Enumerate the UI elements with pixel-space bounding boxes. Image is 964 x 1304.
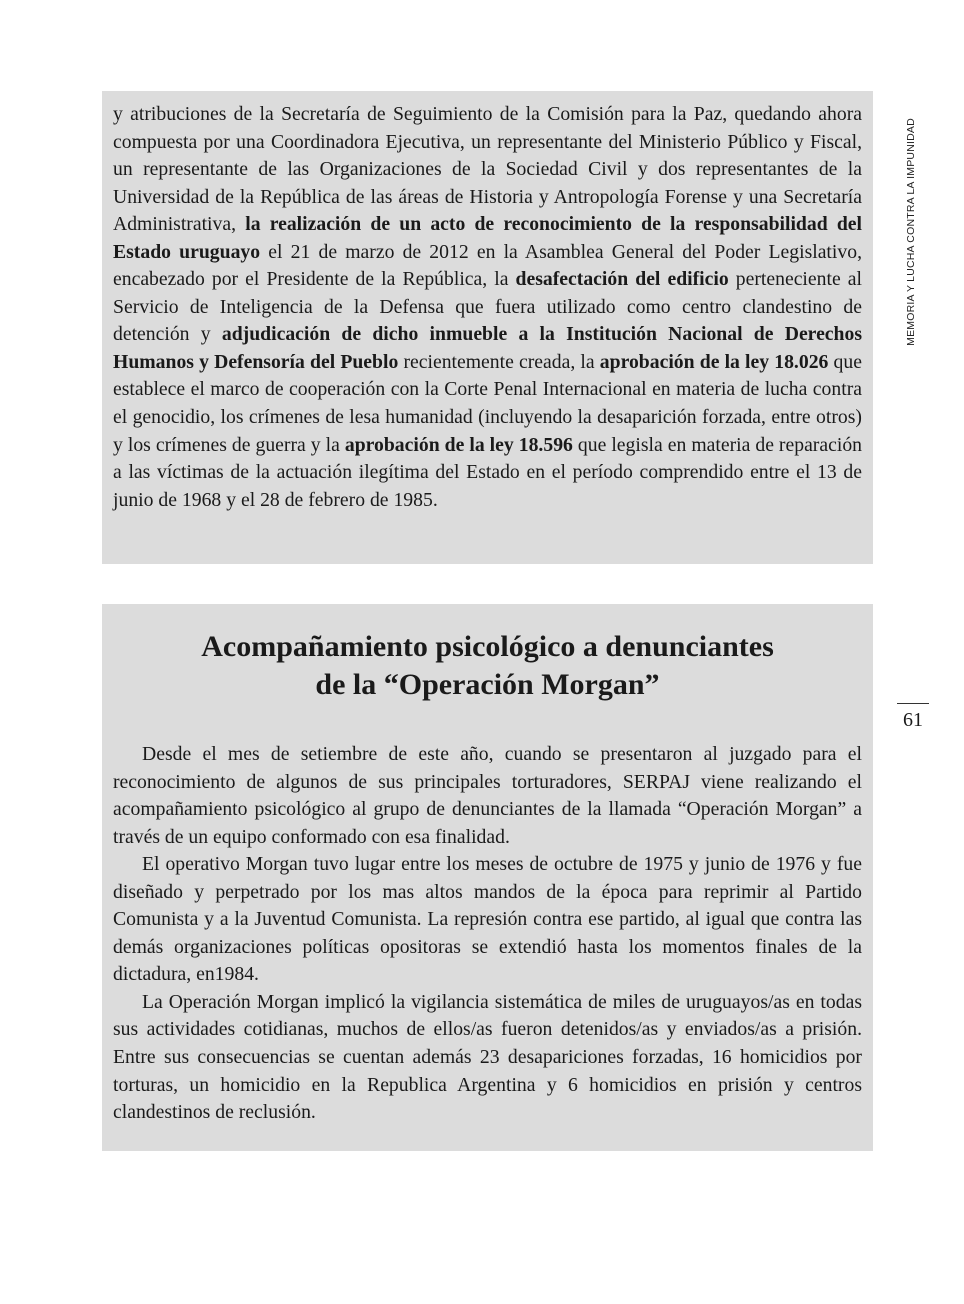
shaded-text-box-continued <box>102 91 873 564</box>
paragraph-1: Desde el mes de setiembre de este año, cuando se presentaron al juzgado para el reconocimiento de algunos de sus principales torturadores, SERPAJ viene realizando el acompañamiento psicológico al grupo de denunciantes de la llamada “Operación Morgan” a través de un equipo conformado con esa finalidad. <box>113 743 862 848</box>
paragraph-text: y atribuciones de la Secretaría de Seguimiento de la Comisión para la Paz, quedando ahora compuesta por una Coordinadora Ejecutiva, un representante del Ministerio Público y Fiscal, un representante de las Organizaciones de la Sociedad Civil y dos representantes de la Universidad de la República de las áreas de Historia y Antropología Forense y una Secretaría Administrativa, <box>113 103 862 236</box>
paragraph-2: El operativo Morgan tuvo lugar entre los meses de octubre de 1975 y junio de 1976 y fue diseñado y perpetrado por los mas altos mandos de la época para reprimir al Partido Comunista y a la Juventud Comunista. La represión contra ese partido, al igual que contra las demás organizaciones políticas opositoras se extendió hasta los momentos finales de la dictadura, en1984. <box>113 853 862 986</box>
paragraph-text: recientemente creada, la <box>398 350 600 373</box>
bold-phrase-law-18596: aprobación de la ley 18.596 <box>344 433 573 456</box>
paragraph-text: el 21 de marzo de 2012 en la Asamblea General del Poder Legislativo, encabezado por el Presidente de la República, la <box>113 240 862 291</box>
shaded-text-box-morgan <box>102 604 873 1151</box>
bold-phrase-property-adjudication: adjudicación de dicho inmueble a la Institución Nacional de Derechos Humanos y Defensoría del Pueblo <box>113 323 862 373</box>
paragraph-continued <box>113 101 862 514</box>
section-heading <box>113 628 862 704</box>
page-number-rule <box>897 703 929 704</box>
bold-phrase-building-disaffection: desafectación del edificio <box>515 268 729 291</box>
paragraph-text: que legisla en materia de reparación a las víctimas de la actuación ilegítima del Estado en el período comprendido entre el 13 de junio de 1968 y el 28 de febrero de 1985. <box>113 433 863 511</box>
bold-phrase-acknowledgement-act: la realización de un acto de reconocimiento de la responsabilidad del Estado uruguayo <box>113 213 863 263</box>
paragraph-3: La Operación Morgan implicó la vigilancia sistemática de miles de uruguayos/as en todas sus actividades cotidianas, muchos de ellos/as fueron detenidos/as y enviados/as a prisión. Entre sus consecuencias se cuentan además 23 desapariciones forzadas, 16 homicidios por torturas, un homicidio en la Republica Argentina y 6 homicidios en prisión y centros clandestinos de reclusión. <box>113 990 862 1124</box>
paragraph-text: perteneciente al Servicio de Inteligencia de la Defensa que fuera utilizado como centro clandestino de detención y <box>113 268 862 346</box>
section-heading-line-1: Acompañamiento psicológico a denunciantes <box>201 630 774 663</box>
running-header-text: MEMORIA Y LUCHA CONTRA LA IMPUNIDAD <box>905 118 917 346</box>
section-heading-line-2: de la “Operación Morgan” <box>315 668 660 701</box>
page-number: 61 <box>903 709 923 731</box>
paragraph-text: que establece el marco de cooperación con la Corte Penal Internacional en materia de lucha contra el genocidio, los crímenes de lesa humanidad (incluyendo la desaparición forzada, entre otros) y los crímenes de guerra y la <box>113 350 862 456</box>
bold-phrase-law-18026: aprobación de la ley 18.026 <box>599 350 829 373</box>
